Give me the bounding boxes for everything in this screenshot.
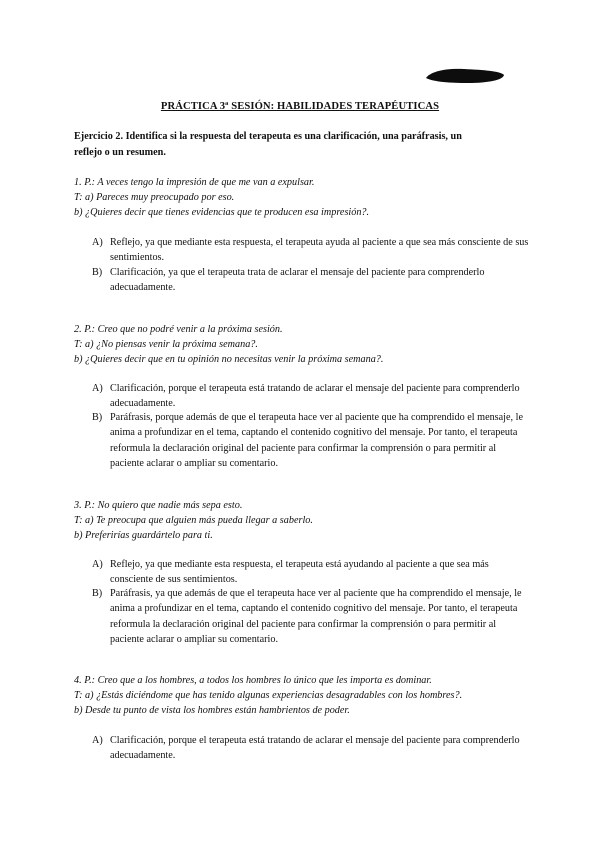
item3-answer-a: A) Reflejo, ya que mediante esta respuesta, el terapeuta está ayudando al paciente a que sea más consciente de sus sentimientos. <box>92 559 489 586</box>
redaction-mark <box>424 66 506 86</box>
item2-patient: 2. P.: Creo que no podré venir a la próxima sesión. <box>74 324 283 335</box>
item2-answer-a: A) Clarificación, porque el terapeuta está tratando de aclarar el mensaje del paciente para comprenderlo adecuadamente. <box>92 383 520 410</box>
item2-therapist-a: T: a) ¿No piensas venir la próxima semana?. <box>74 339 258 350</box>
item1-therapist-b: b) ¿Quieres decir que tienes evidencias que te producen esa impresión?. <box>74 207 370 218</box>
item4-patient: 4. P.: Creo que a los hombres, a todos los hombres lo único que les importa es dominar. <box>74 675 432 686</box>
item4-therapist-b: b) Desde tu punto de vista los hombres están hambrientos de poder. <box>74 705 350 716</box>
item1-answer-a: A) Reflejo, ya que mediante esta respuesta, el terapeuta ayuda al paciente a que sea más consciente de sus sentimientos. <box>92 237 529 264</box>
item4-answer-a: A) Clarificación, porque el terapeuta está tratando de aclarar el mensaje del paciente para comprenderlo adecuadamente. <box>92 735 520 762</box>
item2-answer-b: B) Paráfrasis, porque además de que el terapeuta hace ver al paciente que ha comprendido el mensaje, le anima a profundizar en el tema, captando el contenido cognitivo del mensaje. Por tanto, el terapeuta reformula la declaración original del paciente para confirmar la comprensión o para permitir al paciente aclarar o ampliar su comentario. <box>92 412 523 469</box>
item3-therapist-a: T: a) Te preocupa que alguien más pueda llegar a saberlo. <box>74 515 313 526</box>
item4-therapist-a: T: a) ¿Estás diciéndome que has tenido algunas experiencias desagradables con los hombres?. <box>74 690 463 701</box>
item1-patient: 1. P.: A veces tengo la impresión de que me van a expulsar. <box>74 177 315 188</box>
item3-therapist-b: b) Preferirías guardártelo para ti. <box>74 530 213 541</box>
item2-therapist-b: b) ¿Quieres decir que en tu opinión no necesitas venir la próxima semana?. <box>74 354 384 365</box>
item3-patient: 3. P.: No quiero que nadie más sepa esto. <box>74 500 243 511</box>
item1-therapist-a: T: a) Pareces muy preocupado por eso. <box>74 192 235 203</box>
item3-answer-b: B) Paráfrasis, ya que además de que el terapeuta hace ver al paciente que ha comprendido el mensaje, le anima a profundizar en el tema, captando el contenido cognitivo del mensaje. Por tanto, el terapeuta reformula la declaración original del paciente para confirmar la comprensión o para permitir al paciente aclarar o ampliar su comentario. <box>92 588 522 645</box>
item1-answer-b: B) Clarificación, ya que el terapeuta trata de aclarar el mensaje del paciente para comprenderlo adecuadamente. <box>92 267 485 294</box>
exercise-instruction-line1: Ejercicio 2. Identifica si la respuesta del terapeuta es una clarificación, una paráfrasis, un <box>74 131 462 142</box>
exercise-instruction-line2: reflejo o un resumen. <box>74 147 166 158</box>
page-title: PRÁCTICA 3ª SESIÓN: HABILIDADES TERAPÉUTICAS <box>160 101 440 112</box>
